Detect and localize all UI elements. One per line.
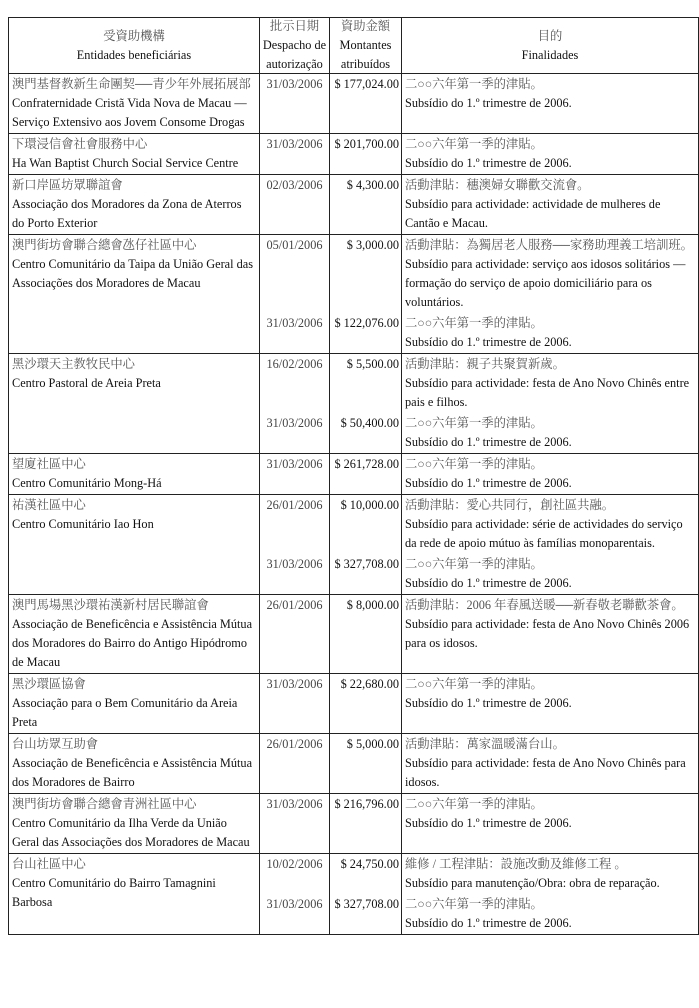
table-row: [9, 495, 698, 595]
purpose-pt: Subsídio do 1.º trimestre de 2006.: [405, 816, 572, 830]
entries: [259, 454, 698, 494]
dispatch-date: 31/03/2006: [259, 894, 329, 934]
purpose: [401, 554, 698, 594]
entry: [259, 235, 698, 313]
entity-name-pt: Associação de Beneficência e Assistência Mútua dos Moradores de Bairro: [12, 756, 253, 789]
entity-name-pt: Centro Comunitário da Taipa da União Geral das Associações dos Moradores de Macau: [12, 257, 254, 290]
entity-name-pt: Ha Wan Baptist Church Social Service Centre: [12, 156, 239, 170]
entity-name: [9, 175, 259, 234]
entity-name-pt: Centro Pastoral de Areia Preta: [12, 376, 161, 390]
entity-name-zh: 望廈社區中心: [12, 457, 86, 471]
purpose: [401, 354, 698, 413]
amount: $ 22,680.00: [329, 674, 401, 733]
entity-name: [9, 854, 259, 934]
purpose-zh: 二○○六年第一季的津貼。: [405, 137, 543, 151]
dispatch-date: 26/01/2006: [259, 734, 329, 793]
entity-name-zh: 澳門街坊會聯合總會氹仔社區中心: [12, 238, 197, 252]
dispatch-date: 26/01/2006: [259, 595, 329, 673]
dispatch-date: 31/03/2006: [259, 413, 329, 453]
entry: [259, 854, 698, 894]
purpose-pt: Subsídio para actividade: festa de Ano Novo Chinês 2006 para os idosos.: [405, 617, 690, 650]
purpose: [401, 235, 698, 313]
table-row: [9, 454, 698, 495]
entries: [259, 674, 698, 733]
amount: $ 327,708.00: [329, 554, 401, 594]
purpose-zh: 二○○六年第一季的津貼。: [405, 457, 543, 471]
entity-name: [9, 134, 259, 174]
amount: $ 122,076.00: [329, 313, 401, 353]
purpose-zh: 活動津貼：為獨居老人服務──家務助理義工培訓班。: [405, 238, 693, 252]
dispatch-date: 31/03/2006: [259, 674, 329, 733]
dispatch-date: 10/02/2006: [259, 854, 329, 894]
entity-name-zh: 澳門馬場黑沙環祐漢新村居民聯誼會: [12, 598, 209, 612]
purpose-pt: Subsídio para actividade: série de actividades do serviço da rede de apoio mútuo às famílias monoparentais.: [405, 517, 683, 550]
purpose-zh: 活動津貼：穗澳婦女聯歡交流會。: [405, 178, 590, 192]
dispatch-date: 05/01/2006: [259, 235, 329, 313]
entries: [259, 734, 698, 793]
dispatch-date: 31/03/2006: [259, 794, 329, 853]
amount: $ 327,708.00: [329, 894, 401, 934]
table-row: [9, 674, 698, 734]
entity-name-zh: 新口岸區坊眾聯誼會: [12, 178, 123, 192]
entries: [259, 175, 698, 234]
purpose-pt: Subsídio do 1.º trimestre de 2006.: [405, 576, 572, 590]
purpose-zh: 二○○六年第一季的津貼。: [405, 897, 543, 911]
purpose: [401, 674, 698, 733]
entries: [259, 495, 698, 594]
purpose-zh: 二○○六年第一季的津貼。: [405, 316, 543, 330]
header-entities-zh: 受資助機構: [103, 28, 165, 43]
entity-name: [9, 74, 259, 133]
purpose: [401, 313, 698, 353]
entity-name-zh: 下環浸信會社會服務中心: [12, 137, 148, 151]
entity-name: [9, 354, 259, 453]
amount: $ 50,400.00: [329, 413, 401, 453]
entry: [259, 74, 698, 133]
dispatch-date: 31/03/2006: [259, 313, 329, 353]
entry: [259, 794, 698, 853]
entry: [259, 674, 698, 733]
purpose-pt: Subsídio para manutenção/Obra: obra de reparação.: [405, 876, 660, 890]
entity-name-pt: Associação de Beneficência e Assistência Mútua dos Moradores do Bairro do Antigo Hipódromo de Macau: [12, 617, 253, 669]
purpose: [401, 74, 698, 133]
header-date-zh: 批示日期: [269, 19, 320, 33]
purpose: [401, 413, 698, 453]
purpose: [401, 894, 698, 934]
purpose-zh: 活動津貼：親子共聚賀新歲。: [405, 357, 565, 371]
entity-name: [9, 674, 259, 733]
entry: [259, 175, 698, 234]
amount: $ 10,000.00: [329, 495, 401, 554]
header-purpose-zh: 目的: [537, 28, 563, 43]
amount: $ 216,796.00: [329, 794, 401, 853]
dispatch-date: 31/03/2006: [259, 454, 329, 494]
entry: [259, 454, 698, 494]
entries: [259, 74, 698, 133]
entity-name-pt: Centro Comunitário Iao Hon: [12, 517, 154, 531]
header-entities-pt: Entidades beneficiárias: [76, 47, 192, 62]
amount: $ 261,728.00: [329, 454, 401, 494]
amount: $ 177,024.00: [329, 74, 401, 133]
entry: [259, 495, 698, 554]
entries: [259, 354, 698, 453]
entity-name-pt: Centro Comunitário Mong-Há: [12, 476, 162, 490]
purpose: [401, 454, 698, 494]
header-date: [259, 18, 329, 73]
entity-name: [9, 495, 259, 594]
entity-name-zh: 祐漢社區中心: [12, 498, 86, 512]
dispatch-date: 26/01/2006: [259, 495, 329, 554]
entries: [259, 854, 698, 934]
entry: [259, 134, 698, 174]
entity-name-pt: Confraternidade Cristã Vida Nova de Macau — Serviço Extensivo aos Jovem Consome Drogas: [12, 96, 247, 129]
purpose: [401, 595, 698, 673]
purpose-pt: Subsídio do 1.º trimestre de 2006.: [405, 96, 572, 110]
entry: [259, 734, 698, 793]
table-row: [9, 235, 698, 354]
entry: [259, 313, 698, 353]
purpose: [401, 134, 698, 174]
table-body: [9, 74, 698, 934]
purpose-zh: 二○○六年第一季的津貼。: [405, 677, 543, 691]
dispatch-date: 16/02/2006: [259, 354, 329, 413]
purpose-zh: 活動津貼：2006 年春風送暖──新春敬老聯歡茶會。: [405, 598, 684, 612]
entry: [259, 595, 698, 673]
purpose-pt: Subsídio para actividade: festa de Ano Novo Chinês entre pais e filhos.: [405, 376, 690, 409]
dispatch-date: 31/03/2006: [259, 554, 329, 594]
entity-name-pt: Centro Comunitário da Ilha Verde da União Geral das Associações dos Moradores de Macau: [12, 816, 250, 849]
entity-name: [9, 235, 259, 353]
purpose-pt: Subsídio do 1.º trimestre de 2006.: [405, 476, 572, 490]
entity-name-zh: 澳門街坊會聯合總會青洲社區中心: [12, 797, 197, 811]
dispatch-date: 31/03/2006: [259, 74, 329, 133]
entity-name-pt: Associação dos Moradores da Zona de Aterros do Porto Exterior: [12, 197, 242, 230]
header-amount-pt: Montantes atribuídos: [339, 38, 392, 71]
table-row: [9, 734, 698, 794]
subsidy-table: [8, 17, 699, 935]
amount: $ 201,700.00: [329, 134, 401, 174]
purpose-pt: Subsídio para actividade: actividade de mulheres de Cantão e Macau.: [405, 197, 661, 230]
header-purpose-pt: Finalidades: [521, 47, 579, 62]
purpose: [401, 175, 698, 234]
purpose: [401, 794, 698, 853]
entry: [259, 894, 698, 934]
entry: [259, 354, 698, 413]
entity-name-zh: 台山坊眾互助會: [12, 737, 99, 751]
purpose-pt: Subsídio do 1.º trimestre de 2006.: [405, 696, 572, 710]
purpose-pt: Subsídio para actividade: festa de Ano Novo Chinês para idosos.: [405, 756, 686, 789]
header-amount-zh: 資助金額: [340, 19, 391, 33]
purpose-pt: Subsídio para actividade: serviço aos idosos solitários — formação do serviço de apoio domiciliário para os voluntários.: [405, 257, 686, 309]
table-row: [9, 134, 698, 175]
purpose-zh: 二○○六年第一季的津貼。: [405, 416, 543, 430]
purpose-zh: 二○○六年第一季的津貼。: [405, 797, 543, 811]
purpose-pt: Subsídio do 1.º trimestre de 2006.: [405, 916, 572, 930]
amount: $ 4,300.00: [329, 175, 401, 234]
purpose-pt: Subsídio do 1.º trimestre de 2006.: [405, 156, 572, 170]
amount: $ 8,000.00: [329, 595, 401, 673]
dispatch-date: 02/03/2006: [259, 175, 329, 234]
table-row: [9, 74, 698, 134]
purpose: [401, 854, 698, 894]
entries: [259, 235, 698, 353]
amount: $ 3,000.00: [329, 235, 401, 313]
entry: [259, 413, 698, 453]
entity-name: [9, 595, 259, 673]
purpose-pt: Subsídio do 1.º trimestre de 2006.: [405, 335, 572, 349]
entity-name-zh: 台山社區中心: [12, 857, 86, 871]
entity-name-zh: 黑沙環區協會: [12, 677, 86, 691]
entity-name-zh: 澳門基督教新生命團契──青少年外展拓展部: [12, 77, 251, 91]
table-row: [9, 175, 698, 235]
header-entities: [9, 18, 259, 73]
entity-name: [9, 454, 259, 494]
purpose: [401, 495, 698, 554]
entity-name: [9, 734, 259, 793]
purpose-pt: Subsídio do 1.º trimestre de 2006.: [405, 435, 572, 449]
entry: [259, 554, 698, 594]
entity-name-pt: Centro Comunitário do Bairro Tamagnini Barbosa: [12, 876, 216, 909]
table-row: [9, 354, 698, 454]
header-amount: [329, 18, 401, 73]
amount: $ 5,000.00: [329, 734, 401, 793]
entries: [259, 794, 698, 853]
purpose: [401, 734, 698, 793]
dispatch-date: 31/03/2006: [259, 134, 329, 174]
entity-name-zh: 黑沙環天主教牧民中心: [12, 357, 135, 371]
entity-name: [9, 794, 259, 853]
purpose-zh: 維修 / 工程津貼：設施改動及維修工程 。: [405, 857, 627, 871]
entries: [259, 595, 698, 673]
purpose-zh: 活動津貼：萬家溫暖滿台山。: [405, 737, 565, 751]
amount: $ 5,500.00: [329, 354, 401, 413]
table-row: [9, 595, 698, 674]
amount: $ 24,750.00: [329, 854, 401, 894]
purpose-zh: 二○○六年第一季的津貼。: [405, 557, 543, 571]
entity-name-pt: Associação para o Bem Comunitário da Areia Preta: [12, 696, 238, 729]
purpose-zh: 活動津貼：愛心共同行，創社區共融。: [405, 498, 615, 512]
purpose-zh: 二○○六年第一季的津貼。: [405, 77, 543, 91]
table-header: [9, 18, 698, 74]
entries: [259, 134, 698, 174]
header-date-pt: Despacho de autorização: [262, 38, 327, 71]
header-purpose: [401, 18, 698, 73]
table-row: [9, 854, 698, 934]
table-row: [9, 794, 698, 854]
